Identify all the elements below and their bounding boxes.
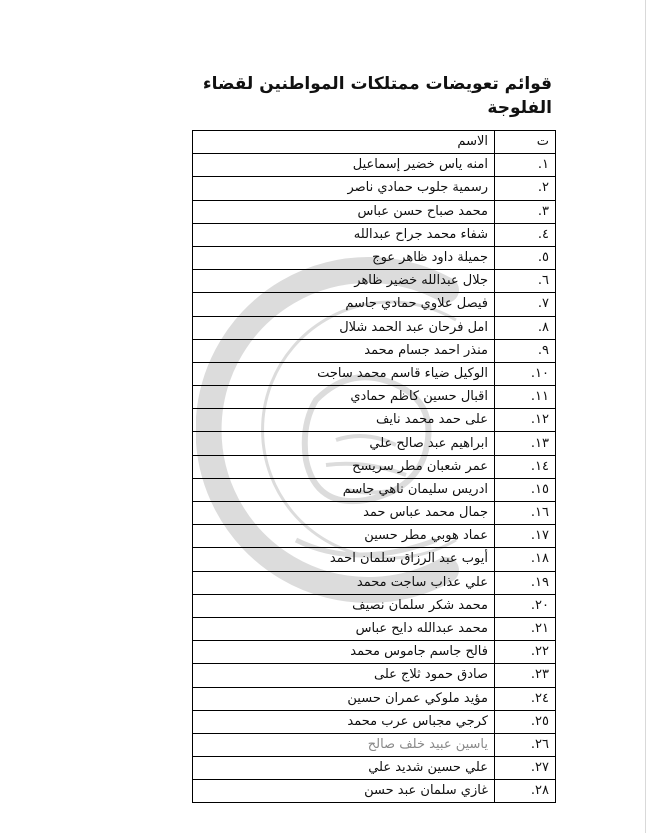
citizen-name: ابراهيم عبد صالح علي <box>193 432 495 455</box>
compensation-table <box>192 130 556 803</box>
table-row <box>193 502 556 525</box>
row-number: ١٠. <box>495 362 556 385</box>
row-number: ١٤. <box>495 455 556 478</box>
citizen-name: جمال محمد عباس حمد <box>193 502 495 525</box>
row-number: ١٢. <box>495 409 556 432</box>
table-row <box>193 362 556 385</box>
table-row <box>193 478 556 501</box>
row-number: ٧. <box>495 293 556 316</box>
citizen-name: غازي سلمان عبد حسن <box>193 780 495 803</box>
citizen-name: ادريس سليمان ناهي جاسم <box>193 478 495 501</box>
row-number: ٣. <box>495 200 556 223</box>
citizen-name: فالح جاسم جاموس محمد <box>193 641 495 664</box>
citizen-name: ياسين عبيد خلف صالح <box>193 733 495 756</box>
row-number: ٥. <box>495 246 556 269</box>
citizen-name: الوكيل ضياء قاسم محمد ساجت <box>193 362 495 385</box>
table-row <box>193 293 556 316</box>
citizen-name: فيصل علاوي حمادي جاسم <box>193 293 495 316</box>
table-row <box>193 594 556 617</box>
citizen-name: كرجي مجباس عرب محمد <box>193 710 495 733</box>
table-row <box>193 386 556 409</box>
table-row <box>193 409 556 432</box>
table-row <box>193 664 556 687</box>
citizen-name: علي عذاب ساجت محمد <box>193 571 495 594</box>
citizen-name: على حمد محمد نايف <box>193 409 495 432</box>
row-number: ٨. <box>495 316 556 339</box>
table-row <box>193 339 556 362</box>
table-row <box>193 687 556 710</box>
row-number: ٢٥. <box>495 710 556 733</box>
column-header-number: ت <box>495 131 556 154</box>
citizen-name: محمد صباح حسن عباس <box>193 200 495 223</box>
citizen-name: رسمية جلوب حمادي ناصر <box>193 177 495 200</box>
row-number: ٩. <box>495 339 556 362</box>
citizen-name: مؤيد ملوكي عمران حسين <box>193 687 495 710</box>
table-row <box>193 757 556 780</box>
row-number: ٢٨. <box>495 780 556 803</box>
table-row <box>193 733 556 756</box>
row-number: ٦. <box>495 270 556 293</box>
table-row <box>193 455 556 478</box>
row-number: ٢٢. <box>495 641 556 664</box>
citizen-name: محمد شكر سلمان نصيف <box>193 594 495 617</box>
column-header-name: الاسم <box>193 131 495 154</box>
table-row <box>193 270 556 293</box>
page-title: قوائم تعويضات ممتلكات المواطنين لقضاء الفلوجة <box>202 74 552 118</box>
table-header-row <box>193 131 556 154</box>
row-number: ١٥. <box>495 478 556 501</box>
row-number: ١٣. <box>495 432 556 455</box>
table-row <box>193 200 556 223</box>
page-edge-divider <box>645 0 646 833</box>
citizen-name: منذر احمد جسام محمد <box>193 339 495 362</box>
citizen-name: اقبال حسين كاظم حمادي <box>193 386 495 409</box>
citizen-name: عماد هوبي مطر حسين <box>193 525 495 548</box>
table-row <box>193 710 556 733</box>
row-number: ٢١. <box>495 617 556 640</box>
citizen-name: عمر شعبان مطر سريسح <box>193 455 495 478</box>
row-number: ٢. <box>495 177 556 200</box>
row-number: ٢٧. <box>495 757 556 780</box>
row-number: ١٧. <box>495 525 556 548</box>
table-row <box>193 780 556 803</box>
table-row <box>193 177 556 200</box>
table-row <box>193 223 556 246</box>
citizen-name: امل فرحان عبد الحمد شلال <box>193 316 495 339</box>
row-number: ٢٦. <box>495 733 556 756</box>
citizen-name: أيوب عبد الرزاق سلمان احمد <box>193 548 495 571</box>
row-number: ١٦. <box>495 502 556 525</box>
citizen-name: جلال عبدالله خضير ظاهر <box>193 270 495 293</box>
table-body <box>193 154 556 803</box>
row-number: ١١. <box>495 386 556 409</box>
citizen-name: جميلة داود ظاهر عوج <box>193 246 495 269</box>
citizen-name: امنه ياس خضير إسماعيل <box>193 154 495 177</box>
table-row <box>193 548 556 571</box>
row-number: ٢٠. <box>495 594 556 617</box>
citizen-name: شفاء محمد جراح عبدالله <box>193 223 495 246</box>
row-number: ٢٣. <box>495 664 556 687</box>
table-row <box>193 154 556 177</box>
citizen-name: صادق حمود ثلاج على <box>193 664 495 687</box>
row-number: ١٨. <box>495 548 556 571</box>
citizen-name: علي حسين شديد علي <box>193 757 495 780</box>
row-number: ٤. <box>495 223 556 246</box>
row-number: ١. <box>495 154 556 177</box>
table-row <box>193 617 556 640</box>
table-row <box>193 525 556 548</box>
table-row <box>193 316 556 339</box>
table-row <box>193 571 556 594</box>
table-row <box>193 432 556 455</box>
table-row <box>193 641 556 664</box>
table-row <box>193 246 556 269</box>
row-number: ٢٤. <box>495 687 556 710</box>
row-number: ١٩. <box>495 571 556 594</box>
citizen-name: محمد عبدالله دايح عباس <box>193 617 495 640</box>
